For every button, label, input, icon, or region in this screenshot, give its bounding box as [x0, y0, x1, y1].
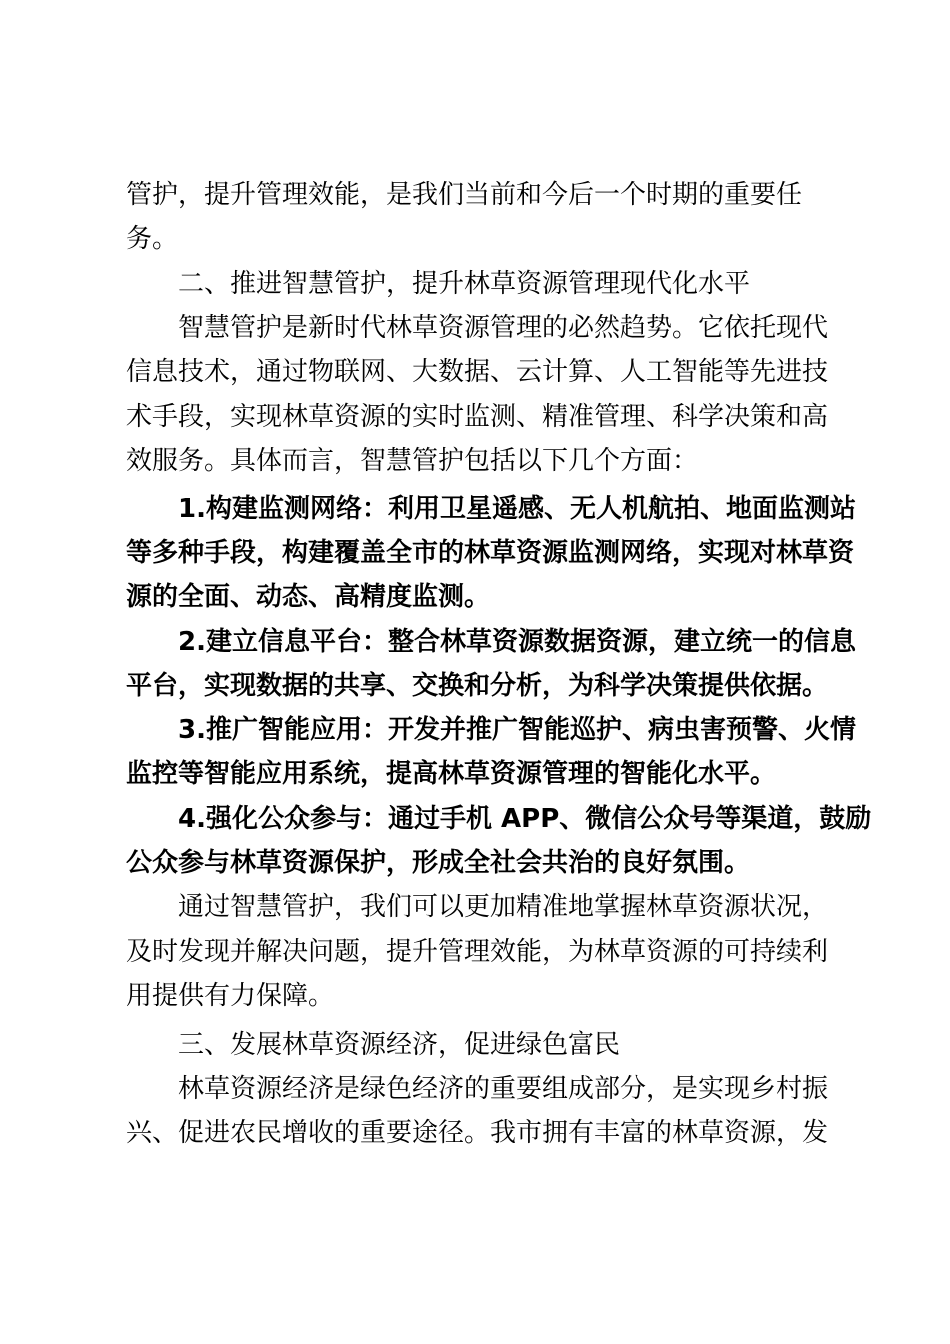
- paragraph-line: 用提供有力保障。: [126, 981, 335, 1011]
- list-item-4: 4.强化公众参与：通过手机 APP、微信公众号等渠道，鼓励: [178, 804, 872, 834]
- list-item-4-cont: 公众参与林草资源保护，形成全社会共治的良好氛围。: [126, 848, 751, 878]
- list-item-2-cont: 平台，实现数据的共享、交换和分析，为科学决策提供依据。: [126, 671, 829, 701]
- paragraph-line: 智慧管护是新时代林草资源管理的必然趋势。它依托现代: [178, 313, 829, 343]
- paragraph-line: 兴、促进农民增收的重要途径。我市拥有丰富的林草资源，发: [126, 1118, 829, 1148]
- list-item-3-cont: 监控等智能应用系统，提高林草资源管理的智能化水平。: [126, 759, 777, 789]
- paragraph-line: 通过智慧管护，我们可以更加精准地掌握林草资源状况，: [178, 892, 829, 922]
- paragraph-line: 管护，提升管理效能，是我们当前和今后一个时期的重要任: [126, 180, 803, 210]
- list-item-1-cont: 等多种手段，构建覆盖全市的林草资源监测网络，实现对林草资: [126, 538, 855, 568]
- paragraph-line: 效服务。具体而言，智慧管护包括以下几个方面：: [126, 446, 699, 476]
- list-item-2: 2.建立信息平台：整合林草资源数据资源，建立统一的信息: [178, 627, 856, 657]
- list-item-3: 3.推广智能应用：开发并推广智能巡护、病虫害预警、火情: [178, 715, 856, 745]
- paragraph-line: 信息技术，通过物联网、大数据、云计算、人工智能等先进技: [126, 357, 829, 387]
- list-item-1-cont: 源的全面、动态、高精度监测。: [126, 582, 491, 612]
- paragraph-line: 及时发现并解决问题，提升管理效能，为林草资源的可持续利: [126, 937, 829, 967]
- paragraph-line: 术手段，实现林草资源的实时监测、精准管理、科学决策和高: [126, 402, 829, 432]
- section-heading-3: 三、发展林草资源经济，促进绿色富民: [178, 1030, 621, 1060]
- list-item-1: 1.构建监测网络：利用卫星遥感、无人机航拍、地面监测站: [178, 494, 856, 524]
- section-heading-2: 二、推进智慧管护，提升林草资源管理现代化水平: [178, 269, 751, 299]
- paragraph-line: 务。: [126, 224, 179, 254]
- paragraph-line: 林草资源经济是绿色经济的重要组成部分，是实现乡村振: [178, 1074, 829, 1104]
